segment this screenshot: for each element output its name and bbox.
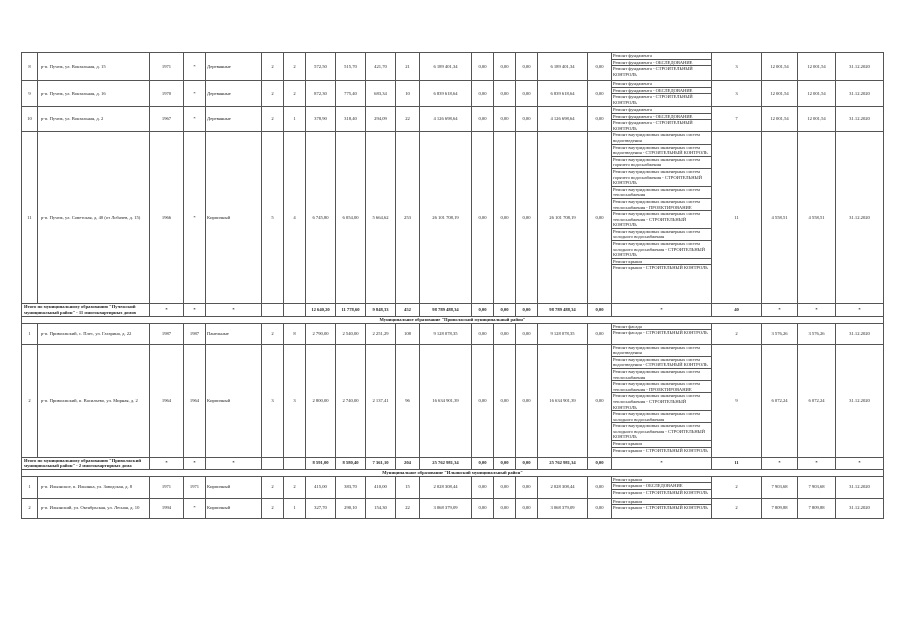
floors-cell: 2: [262, 81, 284, 107]
address-cell: р-п. Ильинское, п. Ильинка, ул. Заводская, д. 8: [38, 476, 150, 498]
c3-cell: 6 072,24: [798, 344, 836, 457]
cost-cell: 98 789 488,34: [420, 304, 472, 316]
f2-cell: 0,00: [472, 344, 494, 457]
cost-cell: 9 128 078,35: [420, 323, 472, 344]
area-cell: 6 745,80: [306, 132, 336, 304]
area2-cell: 383,70: [336, 476, 366, 498]
f2-cell: 0,00: [472, 81, 494, 107]
year-cell: 1966: [150, 132, 184, 304]
f3-cell: 0,00: [494, 132, 516, 304]
entrances-cell: 2: [284, 53, 306, 81]
year2-cell: 1987: [184, 323, 206, 344]
year2-cell: *: [184, 498, 206, 518]
date-cell: 31.12.2020: [836, 323, 884, 344]
f3-cell: 0,00: [494, 457, 516, 469]
f4-cell: 0,00: [516, 323, 538, 344]
work-item: Ремонт внутридомовых инженерных систем холодного водоснабжения: [612, 411, 711, 423]
municipality-name: Муниципальное образование "Приволжский муниципальный район": [22, 316, 884, 323]
area3-cell: 410,00: [366, 476, 396, 498]
f3-cell: 0,00: [494, 323, 516, 344]
table-row: [22, 81, 884, 107]
own-cell: 25 762 981,34: [538, 457, 588, 469]
f2-cell: 0,00: [472, 457, 494, 469]
work-item: Ремонт фундамента - СТРОИТЕЛЬНЫЙ КОНТРОЛЬ: [613, 94, 693, 105]
floors-cell: 5: [262, 132, 284, 304]
f5-cell: 0,00: [588, 476, 612, 498]
cost-cell: 26 101 708,19: [420, 132, 472, 304]
entrances-cell: 3: [284, 344, 306, 457]
work-item: Ремонт внутридомовых инженерных систем теплоснабжения: [612, 187, 711, 199]
work-item: Ремонт внутридомовых инженерных систем теплоснабжения: [612, 369, 711, 381]
table-body: [22, 53, 884, 519]
date-cell: *: [836, 304, 884, 316]
area-cell: 2 790,00: [306, 323, 336, 344]
c3-cell: *: [798, 304, 836, 316]
year2-cell: *: [184, 81, 206, 107]
work-item: Ремонт внутридомовых инженерных систем горячего водоснабжения - СТРОИТЕЛЬНЫЙ КОНТРОЛЬ: [612, 169, 711, 187]
c2-cell: 12 001,54: [762, 81, 798, 107]
own-cell: 6 839 618,64: [538, 81, 588, 107]
address-cell: р-п. Пучеж, ул. Вокзальная, д. 16: [38, 81, 150, 107]
cost-cell: 3 068 379,09: [420, 498, 472, 518]
area-cell: 872,30: [306, 81, 336, 107]
area3-cell: 294,09: [366, 107, 396, 132]
f5-cell: 0,00: [588, 344, 612, 457]
work-item: Ремонт фундамента - СТРОИТЕЛЬНЫЙ КОНТРОЛЬ: [613, 66, 693, 77]
area2-cell: 290,10: [336, 498, 366, 518]
register-page: [21, 52, 883, 564]
area3-cell: 2 137,41: [366, 344, 396, 457]
works-cell: [612, 498, 712, 518]
num-cell: 11: [22, 132, 38, 304]
c3-cell: 12 001,54: [798, 107, 836, 132]
works-cell: [612, 476, 712, 498]
floors-cell: [262, 457, 284, 469]
c1-cell: 2: [712, 476, 762, 498]
f2-cell: 0,00: [472, 323, 494, 344]
total-label: Итого по муниципальному образованию "Приволжский муниципальный район" - 2 многоквартирных дома: [22, 457, 150, 469]
date-cell: 31.12.2020: [836, 107, 884, 132]
material-cell: *: [206, 457, 262, 469]
f3-cell: 0,00: [494, 476, 516, 498]
area2-cell: 8 580,40: [336, 457, 366, 469]
f2-cell: 0,00: [472, 132, 494, 304]
own-cell: 4 126 698,64: [538, 107, 588, 132]
f3-cell: 0,00: [494, 304, 516, 316]
f4-cell: 0,00: [516, 107, 538, 132]
cost-cell: 2 028 308,44: [420, 476, 472, 498]
work-item: Ремонт крыши - СТРОИТЕЛЬНЫЙ КОНТРОЛЬ: [613, 505, 708, 511]
f2-cell: 0,00: [472, 107, 494, 132]
work-item: Ремонт фундамента - СТРОИТЕЛЬНЫЙ КОНТРОЛЬ: [613, 120, 693, 131]
c3-cell: *: [798, 457, 836, 469]
f4-cell: 0,00: [516, 81, 538, 107]
work-item: Ремонт крыши: [612, 441, 711, 448]
f4-cell: 0,00: [516, 476, 538, 498]
work-item: Ремонт крыши: [612, 477, 711, 484]
c1-cell: 2: [712, 498, 762, 518]
year-cell: 1964: [150, 344, 184, 457]
area2-cell: 775,40: [336, 81, 366, 107]
work-item: Ремонт фасада - СТРОИТЕЛЬНЫЙ КОНТРОЛЬ: [613, 330, 708, 336]
c3-cell: 3 576,26: [798, 323, 836, 344]
entrances-cell: 1: [284, 498, 306, 518]
date-cell: 31.12.2020: [836, 53, 884, 81]
year-cell: 1971: [150, 53, 184, 81]
c2-cell: 4 558,51: [762, 132, 798, 304]
c2-cell: *: [762, 457, 798, 469]
floors-cell: 2: [262, 498, 284, 518]
material-cell: Кирпичный: [206, 476, 262, 498]
material-cell: Кирпичный: [206, 344, 262, 457]
c3-cell: 12 001,54: [798, 81, 836, 107]
date-cell: 31.12.2020: [836, 132, 884, 304]
work-item: Ремонт внутридомовых инженерных систем водоотведения: [612, 132, 711, 144]
works-cell: [612, 323, 712, 344]
c2-cell: 7 809,88: [762, 498, 798, 518]
f3-cell: 0,00: [494, 107, 516, 132]
entrances-cell: 4: [284, 132, 306, 304]
cost-cell: 6 839 618,64: [420, 81, 472, 107]
c1-cell: 2: [712, 323, 762, 344]
work-item: Ремонт внутридомовых инженерных систем теплоснабжения - СТРОИТЕЛЬНЫЙ КОНТРОЛЬ: [612, 393, 711, 411]
floors-cell: 3: [262, 344, 284, 457]
area3-cell: 9 848,33: [366, 304, 396, 316]
num-cell: 1: [22, 476, 38, 498]
work-item: Ремонт крыши - СТРОИТЕЛЬНЫЙ КОНТРОЛЬ: [613, 489, 708, 495]
repair-register-table: [21, 52, 884, 519]
work-item: Ремонт крыши - СТРОИТЕЛЬНЫЙ КОНТРОЛЬ: [613, 447, 708, 453]
municipality-name: Муниципальное образование "Ильинский муниципальный район": [22, 469, 884, 476]
works-cell: [612, 132, 712, 304]
municipality-header-row: [22, 316, 884, 323]
f3-cell: 0,00: [494, 498, 516, 518]
f4-cell: 0,00: [516, 53, 538, 81]
area3-cell: 683,34: [366, 81, 396, 107]
table-row: [22, 476, 884, 498]
residents-cell: 21: [396, 53, 420, 81]
table-row: [22, 107, 884, 132]
work-item: Ремонт внутридомовых инженерных систем теплоснабжения - СТРОИТЕЛЬНЫЙ КОНТРОЛЬ: [612, 211, 711, 229]
date-cell: 31.12.2020: [836, 476, 884, 498]
entrances-cell: 2: [284, 81, 306, 107]
material-cell: Кирпичный: [206, 132, 262, 304]
own-cell: 26 101 708,19: [538, 132, 588, 304]
year2-cell: *: [184, 457, 206, 469]
own-cell: 16 634 901,39: [538, 344, 588, 457]
entrances-cell: [284, 304, 306, 316]
c1-cell: 9: [712, 344, 762, 457]
work-item: Ремонт внутридомовых инженерных систем холодного водоснабжения: [612, 229, 711, 241]
work-item: Ремонт фундамента - ОБСЛЕДОВАНИЕ: [612, 88, 711, 95]
area3-cell: 7 361,10: [366, 457, 396, 469]
f2-cell: 0,00: [472, 498, 494, 518]
num-cell: 10: [22, 107, 38, 132]
area3-cell: 421,70: [366, 53, 396, 81]
own-cell: 2 028 308,44: [538, 476, 588, 498]
area3-cell: 154,30: [366, 498, 396, 518]
f5-cell: 0,00: [588, 132, 612, 304]
work-item: Ремонт внутридомовых инженерных систем холодного водоснабжения - СТРОИТЕЛЬНЫЙ КОНТРОЛЬ: [612, 241, 711, 259]
floors-cell: 2: [262, 476, 284, 498]
entrances-cell: [284, 457, 306, 469]
works-cell: *: [612, 304, 712, 316]
table-row: [22, 323, 884, 344]
f5-cell: 0,00: [588, 323, 612, 344]
residents-cell: 22: [396, 498, 420, 518]
f2-cell: 0,00: [472, 53, 494, 81]
area-cell: 12 640,20: [306, 304, 336, 316]
floors-cell: 2: [262, 323, 284, 344]
c2-cell: 3 576,26: [762, 323, 798, 344]
entrances-cell: 8: [284, 323, 306, 344]
works-cell: [612, 107, 712, 132]
work-item: Ремонт внутридомовых инженерных систем теплоснабжения - ПРОЕКТИРОВАНИЕ: [612, 381, 711, 393]
work-item: Ремонт фундамента: [612, 107, 711, 114]
own-cell: 9 128 078,35: [538, 323, 588, 344]
entrances-cell: 1: [284, 107, 306, 132]
address-cell: р-п. Ильинский, ул. Октябрьская, ул. Лесная, д. 10: [38, 498, 150, 518]
c1-cell: 3: [712, 81, 762, 107]
c1-cell: 40: [712, 304, 762, 316]
work-item: Ремонт внутридомовых инженерных систем водоотведения - СТРОИТЕЛЬНЫЙ КОНТРОЛЬ: [612, 357, 711, 369]
cost-cell: 4 126 698,64: [420, 107, 472, 132]
f4-cell: 0,00: [516, 457, 538, 469]
work-item: Ремонт фундамента - ОБСЛЕДОВАНИЕ: [612, 114, 711, 121]
area3-cell: 5 664,62: [366, 132, 396, 304]
municipality-header-row: [22, 469, 884, 476]
num-cell: 2: [22, 344, 38, 457]
work-item: Ремонт крыши - ОБСЛЕДОВАНИЕ: [612, 483, 711, 490]
date-cell: 31.12.2020: [836, 81, 884, 107]
material-cell: Кирпичный: [206, 498, 262, 518]
year-cell: 1994: [150, 498, 184, 518]
area-cell: 8 591,00: [306, 457, 336, 469]
area2-cell: 2 740,00: [336, 344, 366, 457]
f4-cell: 0,00: [516, 304, 538, 316]
year2-cell: *: [184, 53, 206, 81]
area2-cell: 11 778,60: [336, 304, 366, 316]
works-cell: [612, 81, 712, 107]
address-cell: р-п. Пучеж, ул. Вокзальная, д. 15: [38, 53, 150, 81]
own-cell: 3 068 379,09: [538, 498, 588, 518]
work-item: Ремонт крыши: [612, 259, 711, 266]
area-cell: 572,50: [306, 53, 336, 81]
address-cell: р-п. Пучеж, ул. Советская, д. 40 (от Лобачев, д. 15): [38, 132, 150, 304]
year-cell: 1970: [150, 81, 184, 107]
f2-cell: 0,00: [472, 476, 494, 498]
area-cell: 2 800,00: [306, 344, 336, 457]
table-row: [22, 498, 884, 518]
work-item: Ремонт фундамента - ОБСЛЕДОВАНИЕ: [612, 60, 711, 67]
residents-cell: 108: [396, 323, 420, 344]
f5-cell: 0,00: [588, 304, 612, 316]
residents-cell: 253: [396, 132, 420, 304]
work-item: Ремонт крыши - СТРОИТЕЛЬНЫЙ КОНТРОЛЬ: [613, 265, 708, 271]
own-cell: 6 189 401,34: [538, 53, 588, 81]
total-label: Итого по муниципальному образованию "Пучежский муниципальный район" - 11 многоквартирных домов: [22, 304, 150, 316]
num-cell: 8: [22, 53, 38, 81]
total-row: [22, 304, 884, 316]
year2-cell: *: [184, 304, 206, 316]
f4-cell: 0,00: [516, 498, 538, 518]
year-cell: 1987: [150, 323, 184, 344]
year2-cell: 1971: [184, 476, 206, 498]
own-cell: 98 789 488,34: [538, 304, 588, 316]
c1-cell: 3: [712, 53, 762, 81]
c1-cell: 11: [712, 457, 762, 469]
cost-cell: 16 634 901,39: [420, 344, 472, 457]
address-cell: р-п. Приволжский, п. Васильево, ул. Мирная, д. 2: [38, 344, 150, 457]
c3-cell: 12 001,54: [798, 53, 836, 81]
area2-cell: 6 054,00: [336, 132, 366, 304]
material-cell: Деревянные: [206, 81, 262, 107]
year-cell: *: [150, 457, 184, 469]
f3-cell: 0,00: [494, 81, 516, 107]
f5-cell: 0,00: [588, 107, 612, 132]
num-cell: 9: [22, 81, 38, 107]
work-item: Ремонт внутридомовых инженерных систем водоотведения - СТРОИТЕЛЬНЫЙ КОНТРОЛЬ: [612, 145, 711, 157]
total-row: [22, 457, 884, 469]
work-item: Ремонт крыши: [612, 499, 711, 506]
date-cell: 31.12.2020: [836, 344, 884, 457]
f5-cell: 0,00: [588, 81, 612, 107]
year2-cell: *: [184, 132, 206, 304]
date-cell: 31.12.2020: [836, 498, 884, 518]
residents-cell: 96: [396, 344, 420, 457]
work-item: Ремонт фундамента: [612, 81, 711, 88]
c3-cell: 4 558,51: [798, 132, 836, 304]
num-cell: 2: [22, 498, 38, 518]
f5-cell: 0,00: [588, 53, 612, 81]
works-cell: [612, 53, 712, 81]
c2-cell: 6 072,24: [762, 344, 798, 457]
material-cell: Панельные: [206, 323, 262, 344]
residents-cell: 452: [396, 304, 420, 316]
c3-cell: 7 809,88: [798, 498, 836, 518]
address-cell: р-п. Приволжский, с. Плес, ул. Гагарина, д. 22: [38, 323, 150, 344]
f2-cell: 0,00: [472, 304, 494, 316]
num-cell: 1: [22, 323, 38, 344]
f5-cell: 0,00: [588, 498, 612, 518]
c2-cell: 7 903,68: [762, 476, 798, 498]
works-cell: *: [612, 457, 712, 469]
date-cell: *: [836, 457, 884, 469]
f4-cell: 0,00: [516, 132, 538, 304]
residents-cell: 204: [396, 457, 420, 469]
material-cell: *: [206, 304, 262, 316]
material-cell: Деревянные: [206, 53, 262, 81]
works-cell: [612, 344, 712, 457]
year-cell: 1967: [150, 107, 184, 132]
year2-cell: 1964: [184, 344, 206, 457]
area2-cell: 318,40: [336, 107, 366, 132]
area-cell: 378,90: [306, 107, 336, 132]
area-cell: 327,70: [306, 498, 336, 518]
floors-cell: 2: [262, 53, 284, 81]
c3-cell: 7 903,68: [798, 476, 836, 498]
floors-cell: [262, 304, 284, 316]
c1-cell: 11: [712, 132, 762, 304]
work-item: Ремонт фасада: [612, 324, 711, 331]
material-cell: Деревянные: [206, 107, 262, 132]
residents-cell: 15: [396, 476, 420, 498]
year-cell: *: [150, 304, 184, 316]
area2-cell: 515,70: [336, 53, 366, 81]
table-row: [22, 53, 884, 81]
f5-cell: 0,00: [588, 457, 612, 469]
work-item: Ремонт фундамента: [612, 53, 711, 60]
cost-cell: 6 189 401,34: [420, 53, 472, 81]
floors-cell: 2: [262, 107, 284, 132]
year2-cell: *: [184, 107, 206, 132]
f3-cell: 0,00: [494, 53, 516, 81]
work-item: Ремонт внутридомовых инженерных систем холодного водоснабжения - СТРОИТЕЛЬНЫЙ КОНТРОЛЬ: [612, 423, 711, 441]
area2-cell: 2 540,00: [336, 323, 366, 344]
work-item: Ремонт внутридомовых инженерных систем водоотведения: [612, 345, 711, 357]
c2-cell: *: [762, 304, 798, 316]
entrances-cell: 2: [284, 476, 306, 498]
table-row: [22, 132, 884, 304]
f4-cell: 0,00: [516, 344, 538, 457]
c2-cell: 12 001,54: [762, 53, 798, 81]
table-row: [22, 344, 884, 457]
work-item: Ремонт внутридомовых инженерных систем теплоснабжения - ПРОЕКТИРОВАНИЕ: [612, 199, 711, 211]
cost-cell: 25 762 981,34: [420, 457, 472, 469]
residents-cell: 22: [396, 107, 420, 132]
area3-cell: 2 251,29: [366, 323, 396, 344]
c2-cell: 12 001,54: [762, 107, 798, 132]
address-cell: р-п. Пучеж, ул. Вокзальная, д. 2: [38, 107, 150, 132]
c1-cell: 7: [712, 107, 762, 132]
work-item: Ремонт внутридомовых инженерных систем горячего водоснабжения: [612, 157, 711, 169]
year-cell: 1971: [150, 476, 184, 498]
f3-cell: 0,00: [494, 344, 516, 457]
area-cell: 415,00: [306, 476, 336, 498]
residents-cell: 10: [396, 81, 420, 107]
